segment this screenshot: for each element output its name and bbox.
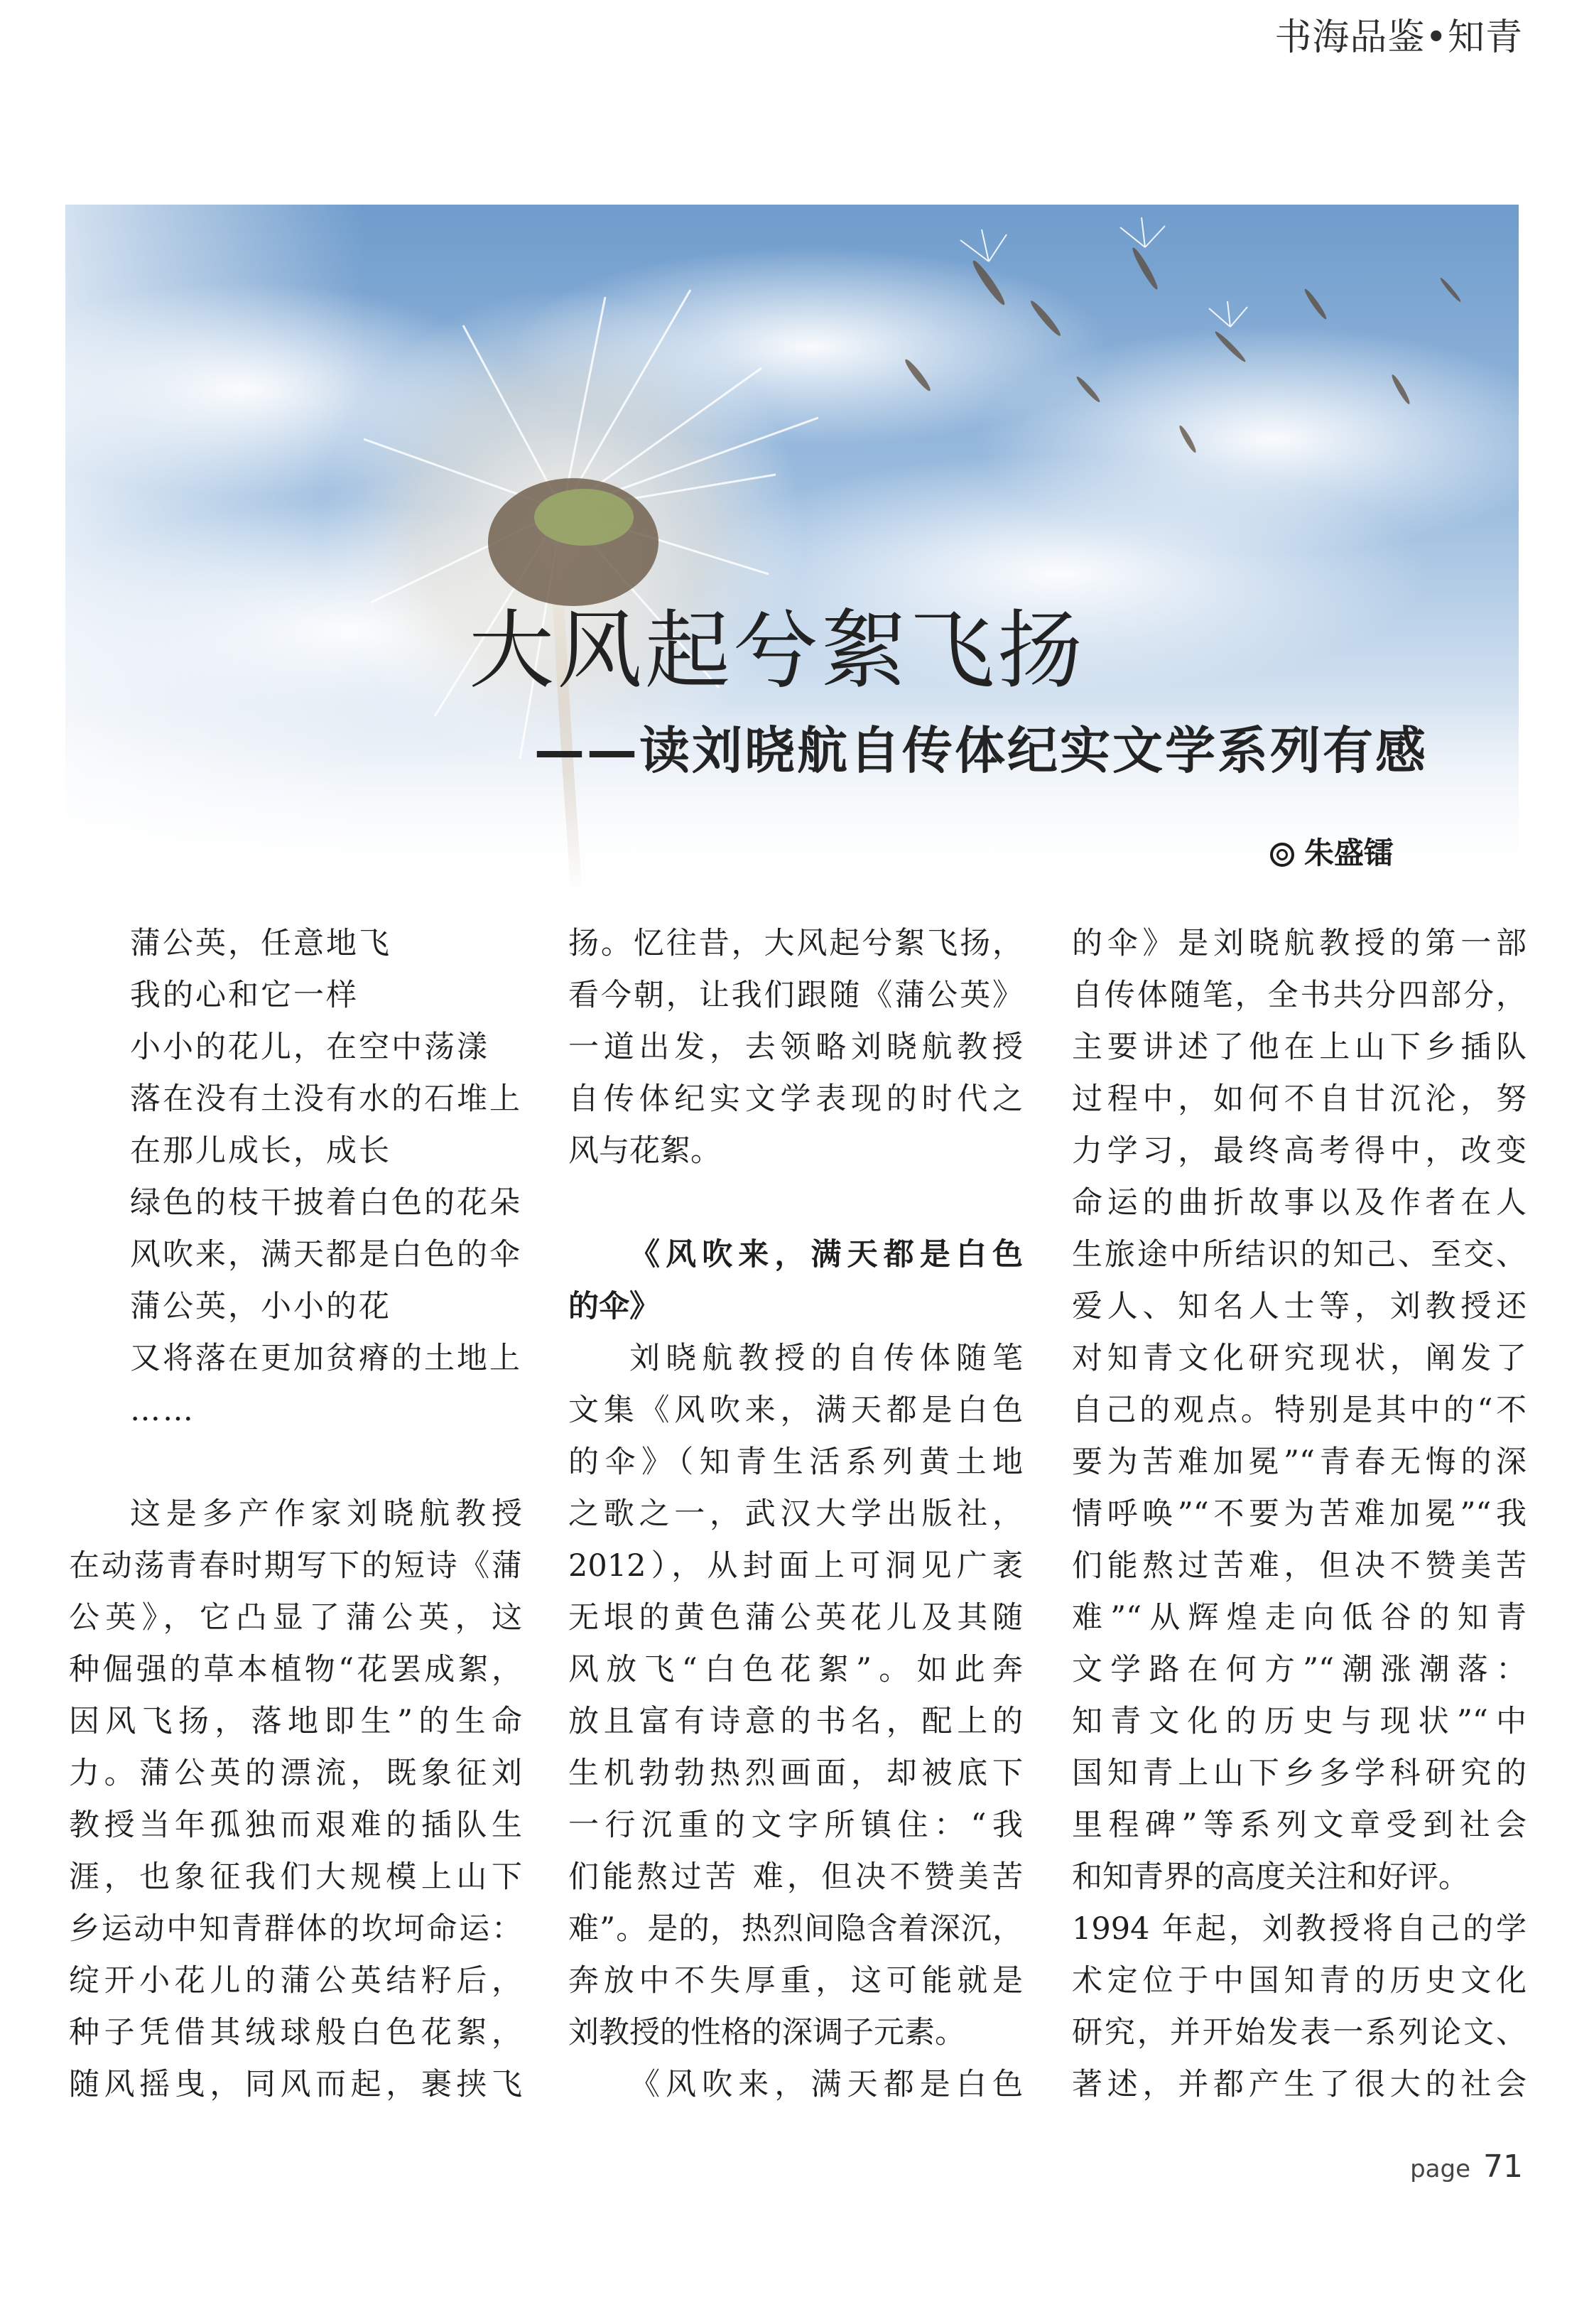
body-line: 一道出发，去领略刘晓航教授 [568, 1029, 1023, 1065]
body-line: 和知青界的高度关注和好评。 [1072, 1859, 1469, 1895]
body-line: 无垠的黄色蒲公英花儿及其随 [568, 1600, 1023, 1636]
poem-line: 小小的花儿，在空中荡漾 [130, 1029, 489, 1065]
body-line: 绽开小花儿的蒲公英结籽后， [69, 1963, 522, 1999]
body-line: 著述，并都产生了很大的社会 [1072, 2067, 1527, 2102]
body-line: 术定位于中国知青的历史文化 [1072, 1963, 1527, 1999]
body-line: 公英》，它凸显了蒲公英，这 [69, 1600, 522, 1636]
body-line: 在动荡青春时期写下的短诗《蒲 [69, 1548, 522, 1584]
body-line: 生机勃勃热烈画面，却被底下 [568, 1756, 1023, 1791]
poem-line: 蒲公英，任意地飞 [130, 926, 391, 961]
body-line: 命运的曲折故事以及作者在人 [1072, 1185, 1527, 1221]
body-line: 一行沉重的文字所镇住：“我 [568, 1807, 1023, 1843]
poem-line: 落在没有土没有水的石堆上 [130, 1081, 522, 1117]
article-title: 大风起兮絮飞扬 [469, 602, 1085, 701]
column-1-text [69, 1488, 522, 2111]
body-line: 研究，并开始发表一系列论文、 [1072, 2015, 1527, 2050]
body-line: 种倔强的草本植物“花罢成絮， [69, 1652, 522, 1687]
byline-circle-icon [1270, 843, 1294, 867]
author-byline [1270, 830, 1394, 872]
body-line: 1994 年起，刘教授将自己的学 [1072, 1911, 1527, 1947]
body-line: 里程碑”等系列文章受到社会 [1072, 1807, 1527, 1843]
body-line: 奔放中不失厚重，这可能就是 [568, 1963, 1023, 1999]
body-line: 因风飞扬，落地即生”的生命 [69, 1704, 522, 1739]
hero-image [65, 205, 1519, 894]
dandelion-sky-illustration [65, 205, 1519, 894]
paragraph-gap [568, 1177, 1023, 1229]
page-folio [1410, 2149, 1523, 2185]
body-line: 生旅途中所结识的知己、至交、 [1072, 1237, 1527, 1272]
article-subtitle: ——读刘晓航自传体纪实文学系列有感 [534, 721, 1428, 780]
body-line: 之歌之一，武汉大学出版社， [568, 1496, 1023, 1532]
body-line: 要为苦难加冕”“青春无悔的深 [1072, 1444, 1527, 1480]
body-line: 难”“从辉煌走向低谷的知青 [1072, 1600, 1527, 1636]
body-line: 的伞》（知青生活系列黄土地 [568, 1444, 1023, 1480]
body-line: 国知青上山下乡多学科研究的 [1072, 1756, 1527, 1791]
body-line: 情呼唤”“不要为苦难加冕”“我 [1072, 1496, 1527, 1532]
body-line: 难”。是的，热烈间隐含着深沉， [568, 1911, 1023, 1947]
body-line: 自己的观点。特别是其中的“不 [1072, 1393, 1527, 1428]
body-line: 《风吹来，满天都是白色 [629, 2067, 1023, 2102]
poem-line: …… [130, 1393, 195, 1428]
body-line: 风与花絮。 [568, 1133, 721, 1169]
body-line: 知青文化的历史与现状”“中 [1072, 1704, 1527, 1739]
body-line: 刘教授的性格的深调子元素。 [568, 2015, 965, 2050]
poem-line: 又将落在更加贫瘠的土地上 [130, 1341, 522, 1376]
body-line: 文集《风吹来，满天都是白色 [568, 1393, 1023, 1428]
poem-line: 在那儿成长，成长 [130, 1133, 391, 1169]
poem-block [130, 918, 528, 1437]
body-line: 主要讲述了他在上山下乡插队 [1072, 1029, 1527, 1065]
body-line: 们能熬过苦 难，但决不赞美苦 [568, 1859, 1023, 1895]
body-line: 这是多产作家刘晓航教授 [130, 1496, 522, 1532]
poem-line: 我的心和它一样 [130, 978, 359, 1013]
body-line: 乡运动中知青群体的坎坷命运： [69, 1911, 522, 1947]
poem-line: 绿色的枝干披着白色的花朵 [130, 1185, 522, 1221]
body-line: 们能熬过苦难，但决不赞美苦 [1072, 1548, 1527, 1584]
body-line: 随风摇曳，同风而起，裹挟飞 [69, 2067, 522, 2102]
body-line: 放且富有诗意的书名，配上的 [568, 1704, 1023, 1739]
body-line: 力学习，最终高考得中，改变 [1072, 1133, 1527, 1169]
body-line: 教授当年孤独而艰难的插队生 [69, 1807, 522, 1843]
section-heading: 的伞》 [568, 1289, 660, 1324]
body-line: 种子凭借其绒球般白色花絮， [69, 2015, 522, 2050]
section-label: 书海品鉴•知青 [1274, 16, 1523, 59]
body-line: 2012），从封面上可洞见广袤 [568, 1548, 1023, 1584]
body-line: 对知青文化研究现状，阐发了 [1072, 1341, 1527, 1376]
body-line: 文学路在何方”“潮涨潮落： [1072, 1652, 1527, 1687]
column-3-text [1072, 918, 1527, 2111]
body-line: 刘晓航教授的自传体随笔 [629, 1341, 1023, 1376]
column-2-text [568, 918, 1023, 2111]
poem-line: 风吹来，满天都是白色的伞 [130, 1237, 522, 1272]
body-line: 自传体纪实文学表现的时代之 [568, 1081, 1023, 1117]
page-number: 71 [1483, 2149, 1523, 2185]
body-line: 涯，也象征我们大规模上山下 [69, 1859, 522, 1895]
body-line: 扬。忆往昔，大风起兮絮飞扬， [568, 926, 1023, 961]
body-line: 看今朝，让我们跟随《蒲公英》 [568, 978, 1023, 1013]
body-line: 风放飞“白色花絮”。如此奔 [568, 1652, 1023, 1687]
section-heading: 《风吹来，满天都是白色 [629, 1237, 1023, 1272]
page-label: page [1410, 2155, 1470, 2183]
body-line: 力。蒲公英的漂流，既象征刘 [69, 1756, 522, 1791]
poem-line: 蒲公英，小小的花 [130, 1289, 391, 1324]
body-line: 过程中，如何不自甘沉沦，努 [1072, 1081, 1527, 1117]
body-line: 爱人、知名人士等，刘教授还 [1072, 1289, 1527, 1324]
body-line: 的伞》是刘晓航教授的第一部 [1072, 926, 1527, 961]
author-name: 朱盛镭 [1304, 836, 1394, 870]
body-line: 自传体随笔，全书共分四部分， [1072, 978, 1527, 1013]
